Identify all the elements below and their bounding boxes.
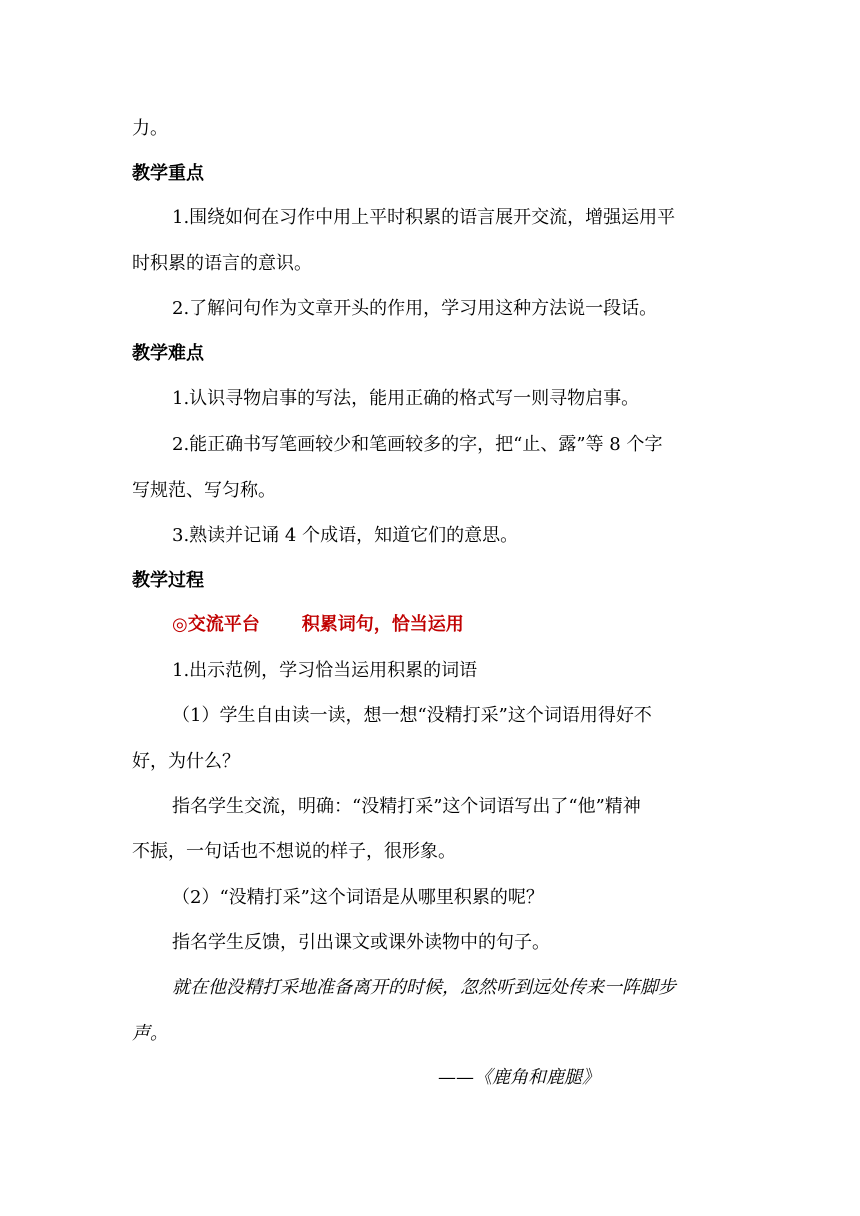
process-step-1: 1.出示范例，学习恰当运用积累的词语 bbox=[172, 660, 478, 681]
section-label: ◎交流平台 bbox=[172, 614, 260, 635]
difficulty-item-2-line-2: 写规范、写匀称。 bbox=[132, 480, 276, 501]
question-1-line-2: 好，为什么？ bbox=[132, 751, 240, 772]
question-2: （2）“没精打采”这个词语是从哪里积累的呢？ bbox=[172, 887, 544, 908]
difficulty-item-2-line-1: 2.能正确书写笔画较少和笔画较多的字，把“止、露”等 8 个字 bbox=[172, 434, 663, 455]
heading-teaching-process: 教学过程 bbox=[132, 570, 204, 591]
heading-teaching-focus: 教学重点 bbox=[132, 163, 204, 184]
difficulty-item-3: 3.熟读并记诵 4 个成语，知道它们的意思。 bbox=[172, 525, 519, 546]
question-1-line-1: （1）学生自由读一读，想一想“没精打采”这个词语用得好不 bbox=[172, 705, 652, 726]
quote-source: ——《鹿角和鹿腿》 bbox=[438, 1067, 600, 1088]
quote-line-2: 声。 bbox=[132, 1023, 168, 1044]
section-title: 积累词句，恰当运用 bbox=[301, 614, 464, 635]
answer-1-line-1: 指名学生交流，明确：“没精打采”这个词语写出了“他”精神 bbox=[172, 796, 641, 817]
focus-item-2: 2.了解问句作为文章开头的作用，学习用这种方法说一段话。 bbox=[172, 298, 658, 319]
section-heading bbox=[172, 613, 772, 637]
answer-1-line-2: 不振，一句话也不想说的样子，很形象。 bbox=[132, 841, 456, 862]
paragraph-continuation: 力。 bbox=[132, 118, 168, 139]
focus-item-1-line-2: 时积累的语言的意识。 bbox=[132, 253, 312, 274]
quote-line-1: 就在他没精打采地准备离开的时候，忽然听到远处传来一阵脚步 bbox=[172, 977, 676, 998]
focus-item-1-line-1: 1.围绕如何在习作中用上平时积累的语言展开交流，增强运用平 bbox=[172, 207, 676, 228]
difficulty-item-1: 1.认识寻物启事的写法，能用正确的格式写一则寻物启事。 bbox=[172, 388, 640, 409]
answer-2: 指名学生反馈，引出课文或课外读物中的句子。 bbox=[172, 932, 550, 953]
heading-teaching-difficulty: 教学难点 bbox=[132, 343, 204, 364]
